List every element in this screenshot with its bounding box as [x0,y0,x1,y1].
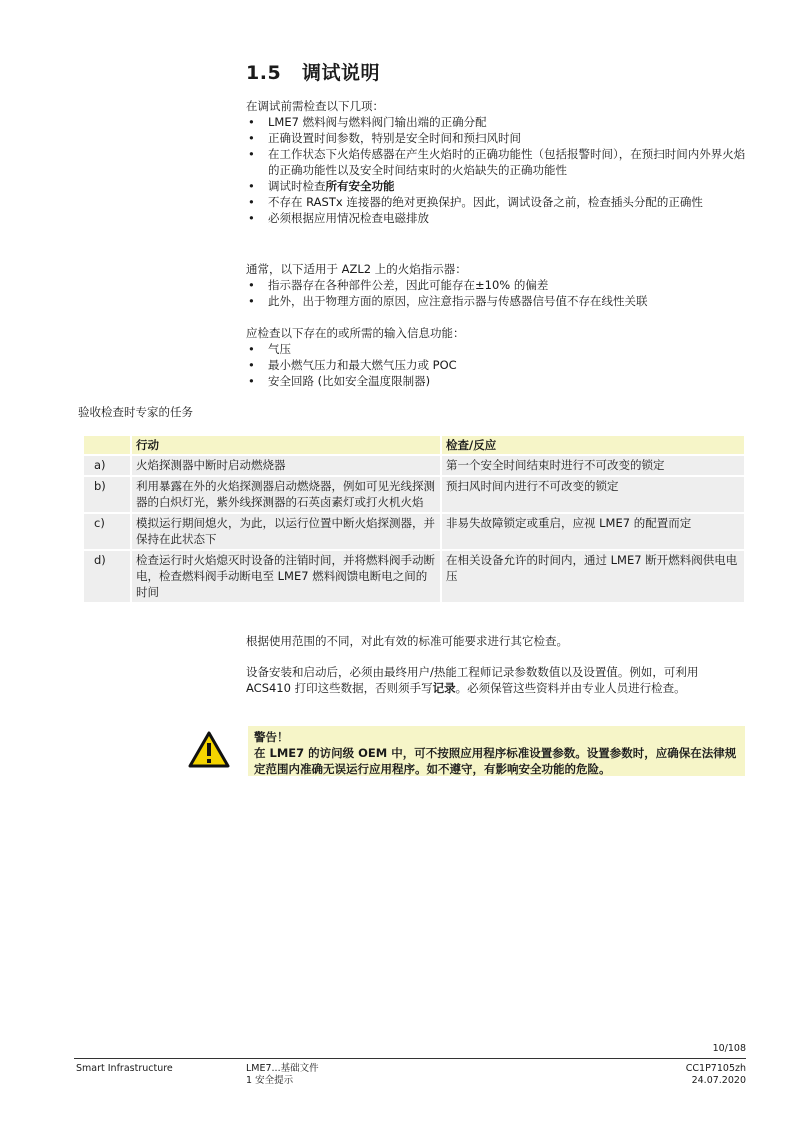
table-header-check: 检查/反应 [442,436,744,454]
row-action: 模拟运行期间熄火，为此，以运行位置中断火焰探测器，并保持在此状态下 [132,514,440,549]
standards-paragraph: 根据使用范围的不同，对此有效的标准可能要求进行其它检查。 [246,634,568,648]
input-block [246,325,746,389]
list-item [246,373,746,389]
list-item-text: LME7 燃料阀与燃料阀门输出端的正确分配 [268,115,487,129]
list-item-text: 在工作状态下火焰传感器在产生火焰时的正确功能性（包括报警时间），在预扫时间内外界火焰的正确功能性以及安全时间结束时的火焰缺失的正确功能性 [268,147,746,177]
list-item-text: 不存在 RASTx 连接器的绝对更换保护。因此，调试设备之前，检查插头分配的正确性 [268,195,703,209]
section-number: 1.5 [246,62,282,84]
footer-divider [74,1058,746,1059]
row-check: 非易失故障锁定或重启，应视 LME7 的配置而定 [442,514,744,549]
row-check: 在相关设备允许的时间内，通过 LME7 断开燃料阀供电电压 [442,551,744,602]
input-list [246,341,746,389]
azl-block [246,261,746,309]
list-item [246,210,746,226]
acceptance-table [82,434,746,604]
record-text-before: 设备安装和启动后，必须由最终用户/热能工程师记录参数数值以及设置值。例如，可利用 ACS410 打印这些数据，否则须手写 [246,665,699,695]
page-number: 10/108 [712,1043,746,1054]
table-row [84,551,744,602]
record-text-bold: 记录 [432,681,456,695]
checks-list [246,114,746,226]
checks-intro: 在调试前需检查以下几项： [246,99,384,113]
row-action: 利用暴露在外的火焰探测器启动燃烧器，例如可见光线探测器的白炽灯光，紫外线探测器的石英卤素灯或打火机火焰 [132,477,440,512]
row-label: b) [84,477,130,512]
expert-title: 验收检查时专家的任务 [78,405,193,419]
list-item-text: 气压 [268,342,291,356]
list-item-bold: 所有安全功能 [325,179,395,193]
row-action: 检查运行时火焰熄灭时设备的注销时间，并将燃料阀手动断电，检查燃料阀手动断电至 LME7 燃料阀馈电断电之间的时间 [132,551,440,602]
row-check: 预扫风时间内进行不可改变的锁定 [442,477,744,512]
footer-company: Smart Infrastructure [76,1063,173,1074]
footer-doc-title: LME7...基础文件 [246,1063,319,1074]
list-item [246,357,746,373]
row-check: 第一个安全时间结束时进行不可改变的锁定 [442,456,744,475]
list-item [246,146,746,178]
azl-intro: 通常，以下适用于 AZL2 上的火焰指示器： [246,262,467,276]
list-item [246,277,746,293]
record-text-after: 。必须保管这些资料并由专业人员进行检查。 [455,681,686,695]
list-item-text: 正确设置时间参数，特别是安全时间和预扫风时间 [268,131,521,145]
input-intro: 应检查以下存在的或所需的输入信息功能： [246,326,465,340]
row-action: 火焰探测器中断时启动燃烧器 [132,456,440,475]
list-item [246,130,746,146]
warning-content [254,729,745,777]
azl-list [246,277,746,309]
list-item [246,178,746,194]
footer-doc-info [246,1063,319,1087]
list-item-text: 最小燃气压力和最大燃气压力或 POC [268,358,457,372]
list-item-text: 安全回路 (比如安全温度限制器) [268,374,431,388]
list-item-text: 此外，出于物理方面的原因，应注意指示器与传感器信号值不存在线性关联 [268,294,648,308]
list-item [246,194,746,210]
table-header-row [84,436,744,454]
list-item-text: 必须根据应用情况检查电磁排放 [268,211,429,225]
footer-meta [626,1063,746,1087]
table-header-action: 行动 [132,436,440,454]
list-item [246,293,746,309]
section-heading [246,58,380,85]
footer-doc-code: CC1P7105zh [685,1063,746,1074]
warning-box [248,726,745,776]
warning-icon [188,731,230,773]
list-item-text: 调试时检查 [268,179,326,193]
table-row [84,514,744,549]
list-item-text: 指示器存在各种部件公差，因此可能存在±10% 的偏差 [268,278,549,292]
checks-block [246,98,746,226]
warning-text: 在 LME7 的访问级 OEM 中，可不按照应用程序标准设置参数。设置参数时，应确保在法律规定范围内准确无误运行应用程序。如不遵守，有影响安全功能的危险。 [254,746,737,776]
footer-section: 1 安全提示 [246,1075,294,1086]
warning-title: 警告！ [254,730,289,744]
row-label: d) [84,551,130,602]
table-row [84,456,744,475]
section-title: 调试说明 [302,62,381,84]
list-item [246,341,746,357]
record-paragraph [246,664,736,696]
footer-date: 24.07.2020 [691,1075,746,1086]
table-header-empty [84,436,130,454]
table-row [84,477,744,512]
row-label: a) [84,456,130,475]
row-label: c) [84,514,130,549]
list-item [246,114,746,130]
